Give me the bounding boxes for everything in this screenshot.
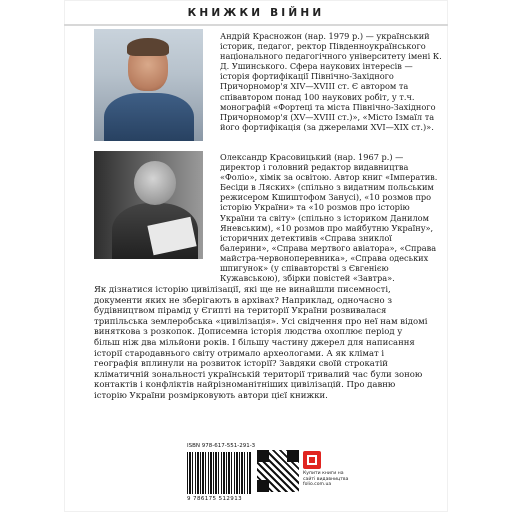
author2-photo	[94, 151, 203, 259]
series-divider	[64, 24, 448, 26]
author2-bio: Олександр Красовицький (нар. 1967 р.) — директор і головний редактор видавництва «Фоліо», хімік за освітою. Автор книг «Імператив. Бесіди в Ляских» (спільно з видатним польським режисером Кшиштофом Занусі), «10 розмов про історію України» та «10 розмов про історію України та світу» (спільно з істориком Данилом Яневським), «10 розмов про майбутню Україну», історичних детективів «Справа зниклої балерини», «Справа мертвого авіатора», «Справа майстра-червоноперевника», «Справа одеських шпигунок» (у співавторстві з Євгенією Кужавською), збірки повістей «Завтра».	[220, 152, 438, 284]
series-title: КНИЖКИ ВІЙНИ	[187, 7, 325, 19]
author1-photo	[94, 29, 203, 141]
author1-bio: Андрій Красножон (нар. 1979 р.) — український історик, педагог, ректор Південноукраїнського національного педагогічного університету імені К. Д. Ушинського. Сфера наукових інтересів — історія фортифікації Північно-Західного Причорномор'я XIV—XVIII ст. Є автором та співавтором понад 100 наукових робіт, у т.ч. монографій «Фортеці та міста Північно-Західного Причорномор'я (XV—XVIII ст.)», «Місто Ізмаїл та його фортифікація (за джерелами XVI—XIX ст.)».	[220, 31, 442, 132]
publisher-logo-icon	[303, 451, 321, 469]
isbn-text: ISBN 978-617-551-291-3	[187, 443, 256, 449]
barcode-number: 9 786175 512913	[187, 496, 242, 502]
qr-code	[257, 450, 299, 492]
book-annotation: Як дізнатися історію цивілізації, які ще не винайшли писемності, документи яких не зберігають в архівах? Наприклад, одночасно з будівництвом пірамід у Єгипті на території України розвивалася трипільська землеробська «цивілізація». Усі свідчення про неї нам відомі виняткова з розкопок. Дописемна історія людства охоплює період у більш ніж два мільйони років. І більшу частину джерел для написання історії стародавнього світу отримало археологами. А як клімат і географія вплинули на розвиток історії? Завдяки своїй строкатій кліматичній зональності українській території тривалий час були зоною контактів і конфліктів найрізноманітніших цивілізацій. Про давню історію України розмірковують автори цієї книжки.	[94, 285, 428, 401]
book-back-cover	[64, 0, 448, 512]
barcode-block	[187, 443, 357, 505]
barcode	[187, 452, 251, 494]
publisher-site-text: Купити книги на сайті видавництва folio.com.ua	[303, 471, 349, 488]
